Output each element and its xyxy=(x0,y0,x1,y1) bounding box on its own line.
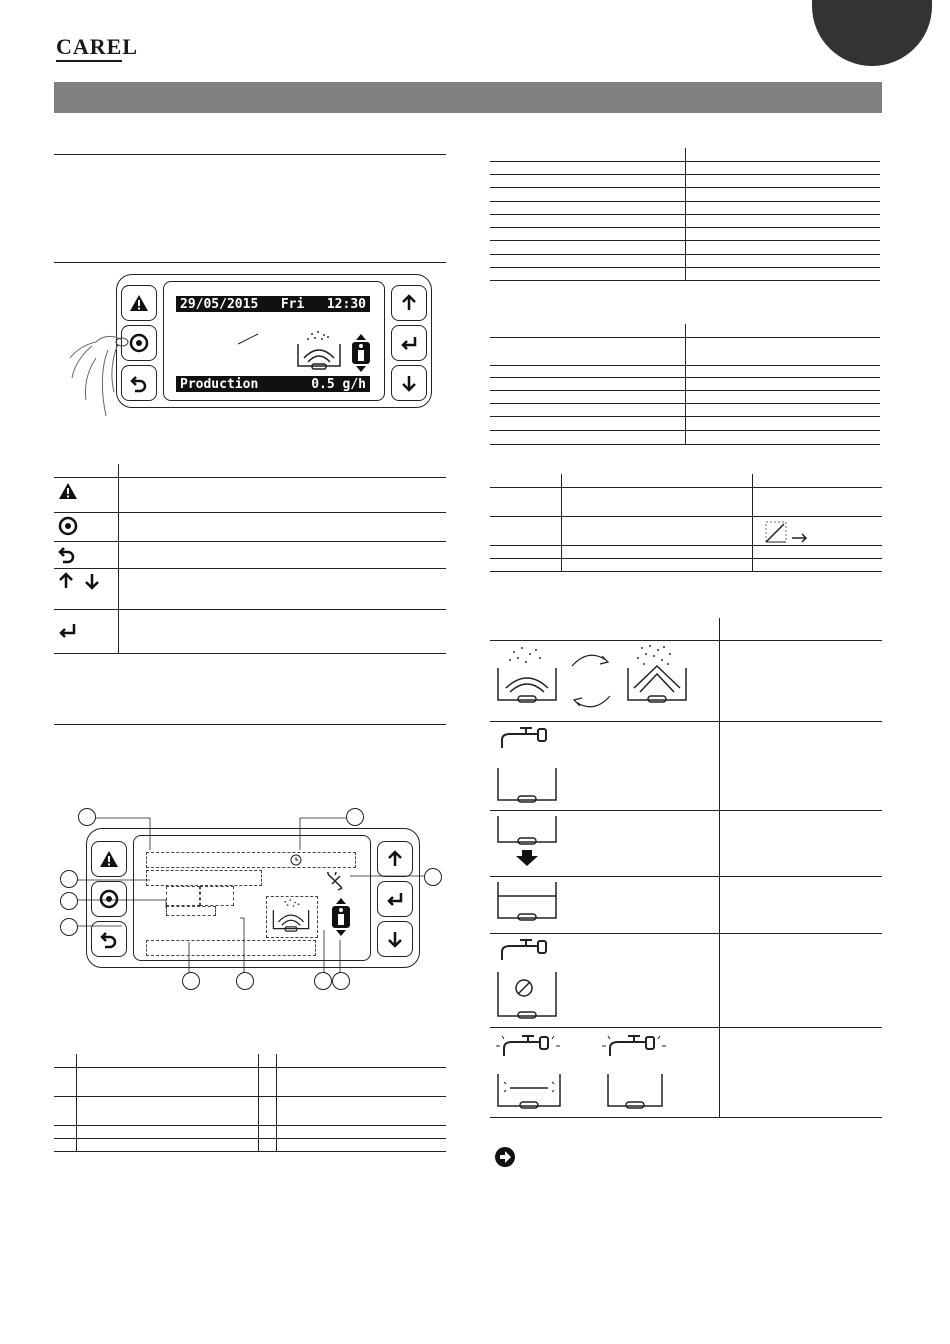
cursor-line-icon xyxy=(236,332,260,346)
rule xyxy=(490,876,882,877)
lcd-screen xyxy=(163,281,385,401)
rule xyxy=(54,541,446,542)
enter-icon xyxy=(58,622,78,640)
down-button[interactable] xyxy=(391,365,427,401)
ramp-graph-icon xyxy=(764,520,812,544)
rule xyxy=(490,161,880,162)
rule xyxy=(490,403,880,404)
callout-marker xyxy=(60,870,78,888)
warning-triangle-icon xyxy=(129,294,149,312)
rule xyxy=(54,609,446,610)
rule xyxy=(490,254,880,255)
hand-pressing-icon xyxy=(62,328,130,420)
lcd-time: 12:30 xyxy=(326,296,366,312)
column-divider xyxy=(276,1054,277,1151)
rule xyxy=(490,365,880,366)
water-tap-icon xyxy=(498,724,552,754)
callout-marker xyxy=(78,808,96,826)
humidifier-tank-icon xyxy=(294,330,344,372)
column-divider xyxy=(76,1054,77,1151)
arrow-circle-icon xyxy=(494,1146,516,1168)
rule xyxy=(54,724,446,725)
column-divider xyxy=(561,474,562,571)
rule xyxy=(490,640,882,641)
column-divider xyxy=(752,474,753,571)
rule xyxy=(490,487,882,488)
flashing-tap-tank-icon xyxy=(600,1030,670,1110)
callout-marker xyxy=(236,972,254,990)
rule xyxy=(490,280,880,281)
rule xyxy=(54,1125,446,1126)
rule xyxy=(54,262,446,263)
empty-tank-icon xyxy=(494,766,560,806)
arrow-up-icon xyxy=(401,294,417,312)
rule xyxy=(54,1151,446,1152)
rule xyxy=(54,653,446,654)
lcd-bottom-bar xyxy=(176,376,370,392)
rule xyxy=(54,154,446,155)
rule xyxy=(490,1117,882,1118)
page-tab xyxy=(812,0,932,66)
rule xyxy=(54,568,446,569)
rule xyxy=(490,240,880,241)
rule xyxy=(490,390,880,391)
callout-marker xyxy=(60,918,78,936)
column-divider xyxy=(118,464,119,653)
arrow-up-icon xyxy=(58,572,74,590)
full-tank-icon xyxy=(494,880,560,924)
rule xyxy=(54,1067,446,1068)
rule xyxy=(490,516,882,517)
flashing-fill-tank-icon xyxy=(494,1030,564,1110)
rule xyxy=(490,933,882,934)
callout-lines xyxy=(50,800,450,990)
callout-marker xyxy=(60,892,78,910)
rule xyxy=(490,174,880,175)
info-icon xyxy=(350,334,372,372)
warning-triangle-icon xyxy=(58,482,78,500)
cycle-arrows-icon xyxy=(566,646,616,714)
rule xyxy=(490,337,880,338)
rule xyxy=(490,187,880,188)
column-divider xyxy=(719,618,720,1118)
rule xyxy=(490,377,880,378)
alarm-button[interactable] xyxy=(121,285,157,321)
lcd-day: Fri xyxy=(280,296,305,312)
rule xyxy=(54,1138,446,1139)
steam-low-tank-icon xyxy=(494,644,560,706)
callout-marker xyxy=(332,972,350,990)
rule xyxy=(490,721,882,722)
terminal-device xyxy=(116,274,432,408)
rule xyxy=(490,571,882,572)
logo-underline xyxy=(56,60,122,62)
back-arrow-icon xyxy=(58,544,76,564)
brand-logo: CAREL xyxy=(56,34,139,59)
rule xyxy=(490,444,880,445)
enter-icon xyxy=(400,335,418,351)
lcd-status-value: 0.5 g/h xyxy=(311,376,366,392)
rule xyxy=(54,477,446,478)
callout-marker xyxy=(182,972,200,990)
back-arrow-icon xyxy=(130,373,148,393)
water-tap-icon xyxy=(498,936,552,966)
callout-marker xyxy=(314,972,332,990)
rule xyxy=(490,227,880,228)
up-button[interactable] xyxy=(391,285,427,321)
column-divider xyxy=(685,324,686,445)
callout-marker xyxy=(346,808,364,826)
lcd-top-bar xyxy=(176,296,370,312)
drain-tank-icon xyxy=(494,814,560,870)
lcd-date: 29/05/2015 xyxy=(180,296,259,312)
rule xyxy=(490,545,882,546)
rule xyxy=(490,267,880,268)
arrow-down-icon xyxy=(401,374,417,392)
rule xyxy=(490,201,880,202)
target-circle-icon xyxy=(129,333,149,353)
rule xyxy=(490,214,880,215)
rule xyxy=(490,1027,882,1028)
column-divider xyxy=(258,1054,259,1151)
target-circle-icon xyxy=(58,516,78,536)
rule xyxy=(490,810,882,811)
steam-high-tank-icon xyxy=(624,644,690,706)
callout-marker xyxy=(424,868,442,886)
blocked-tank-icon xyxy=(494,970,560,1022)
rule xyxy=(490,558,882,559)
rule xyxy=(490,430,880,431)
rule xyxy=(54,512,446,513)
rule xyxy=(490,416,880,417)
section-header-bar xyxy=(54,82,882,113)
lcd-status-label: Production xyxy=(180,376,259,392)
enter-button[interactable] xyxy=(391,325,427,361)
arrow-down-icon xyxy=(84,572,100,590)
rule xyxy=(54,1096,446,1097)
